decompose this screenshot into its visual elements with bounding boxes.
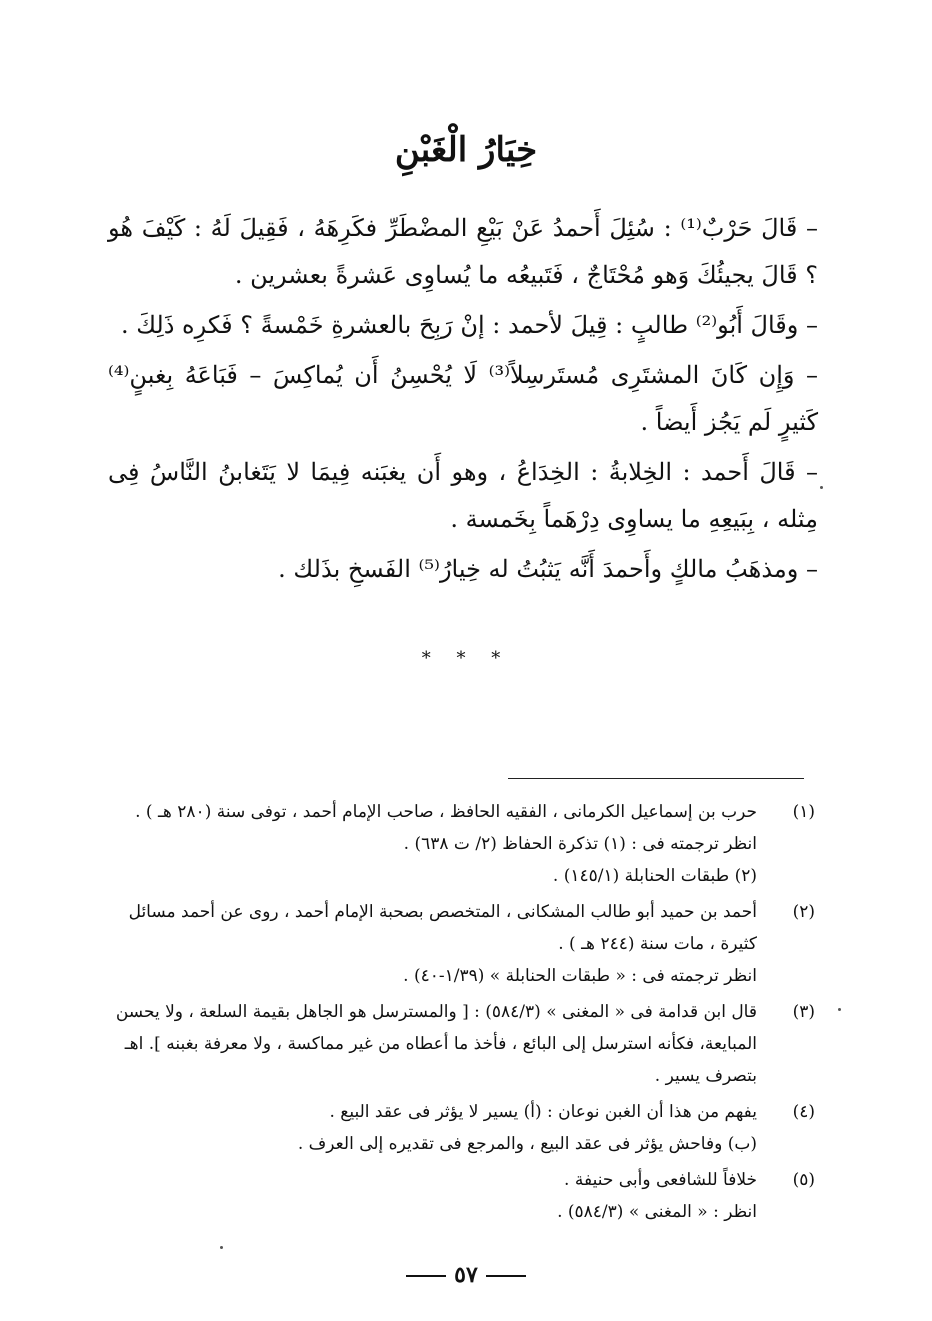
footnote-5 (105, 1164, 815, 1228)
footnote-3 (105, 996, 815, 1092)
page-number (0, 1262, 932, 1288)
folio-dash (406, 1275, 446, 1277)
footnote-number: (٤) (792, 1102, 815, 1122)
footnote-line: أحمد بن حميد أبو طالب المشكانى ، المتخصص بصحبة الإمام أحمد ، روى عن أحمد مسائل كثيرة ، مات سنة (٢٤٤ هـ ) . (128, 902, 757, 954)
page-number-text: ٥٧ (454, 1262, 478, 1288)
footnote-line: حرب بن إسماعيل الكرمانى ، الفقيه الحافظ ، صاحب الإمام أحمد ، توفى سنة (٢٨٠ هـ ) . (135, 802, 757, 822)
footnote-line: (٢) طبقات الحنابلة (١٤٥/١) . (552, 866, 757, 886)
scan-speck (220, 1246, 223, 1249)
section-separator: * * * (421, 648, 511, 669)
paragraph-3: – وَإِن كَانَ المشتَرِى مُستَرسِلاً⁽³⁾ لَا يُحْسِنُ أَن يُماكِسَ – فَبَاعَهُ بِغبنٍ⁽⁴⁾ كَثيرٍ لَم يَجُز أَيضاً . (108, 361, 818, 436)
footnote-rule (508, 778, 804, 779)
paragraph-5: – ومذهَبُ مالكٍ وأَحمدَ أَنَّه يَثبُتُ له خِيارُ⁽⁵⁾ الفَسخِ بذَلك . (278, 555, 818, 583)
scan-speck (820, 486, 823, 489)
footnote-number: (١) (792, 802, 815, 822)
footnote-line: انظر : « المغنى » (٥٨٤/٣) . (557, 1202, 757, 1222)
section-title: خِيَارُ الْغَبْنِ (394, 130, 538, 170)
footnote-4 (105, 1096, 815, 1160)
paragraph-2: – وقَالَ أَبُو⁽²⁾ طالبٍ : قِيلَ لأحمد : إنْ رَبِحَ بالعشرةِ خَمْسةً ؟ فَكرِه ذَلِكَ . (120, 311, 818, 339)
footnotes (105, 796, 815, 1232)
footnote-line: قال ابن قدامة فى « المغنى » (٥٨٤/٣) : [ والمسترسل هو الجاهل بقيمة السلعة ، ولا يحسن المبايعة، فكأنه استرسل إلى البائع ، فأخذ ما أعطاه من غير مماكسة ، ولا معرفة بغبنه ]. اهـ بتصرف يسير . (115, 1002, 757, 1086)
scan-speck (838, 1008, 841, 1011)
footnote-line: خلافاً للشافعى وأبى حنيفة . (564, 1170, 757, 1190)
footnote-line: يفهم من هذا أن الغبن نوعان : (أ) يسير لا يؤثر فى عقد البيع . (329, 1102, 757, 1122)
footnote-number: (٣) (792, 1002, 815, 1022)
footnote-1 (105, 796, 815, 892)
paragraph-4: – قَالَ أَحمد : الخِلابةُ : الخِدَاعُ ، وهو أَن يغبَنه فِيمَا لا يَتَغابنُ النَّاسُ فِى مِثله ، بِبَيعِهِ ما يساوِى دِرْهَماً بِخَمسة . (108, 458, 819, 533)
footnote-line: (ب) وفاحش يؤثر فى عقد البيع ، والمرجع فى تقديره إلى العرف . (297, 1134, 757, 1154)
footnote-number: (٥) (792, 1170, 815, 1190)
footnote-line: انظر ترجمته فى : « طبقات الحنابلة » (١/٣٩-٤٠) . (403, 966, 757, 986)
main-text (108, 205, 818, 596)
footnote-2 (105, 896, 815, 992)
footnote-line: انظر ترجمته فى : (١) تذكرة الحفاظ (٢/ ت ٦٣٨) . (403, 834, 757, 854)
folio-dash (486, 1275, 526, 1277)
paragraph-1: – قَالَ حَرْبٌ⁽¹⁾ : سُئِلَ أَحمدُ عَنْ بَيْعِ المضْطَرِّ فكَرِهَهُ ، فَقِيلَ لَهُ : كَيْفَ هُو ؟ قَالَ يجيئُكَ وَهو مُحْتَاجٌ ، فَتَبيعُه ما يُساوِى عَشرةً بعشرين . (108, 214, 818, 289)
footnote-number: (٢) (792, 902, 815, 922)
